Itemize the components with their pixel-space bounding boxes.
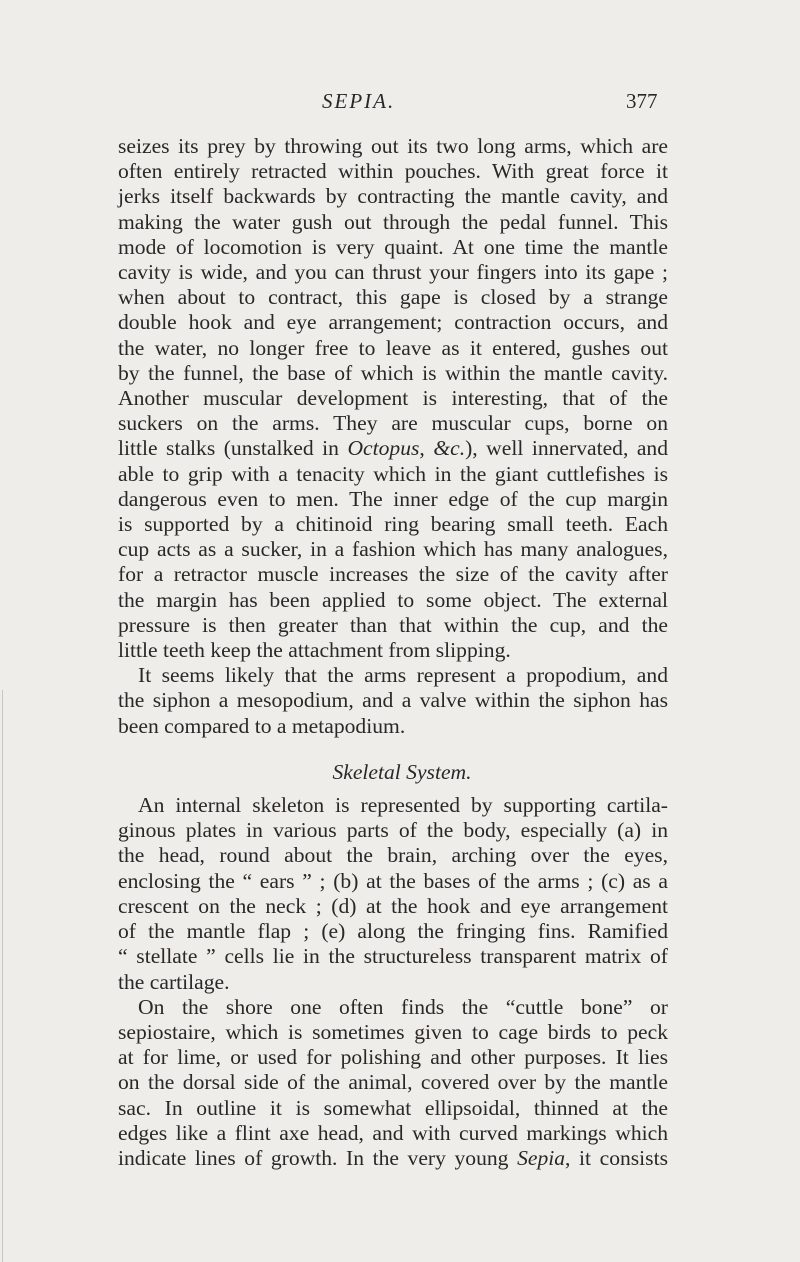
text-line: seizes its prey by throwing out its two long arms, which are xyxy=(118,134,668,158)
text-line: crescent on the neck ; (d) at the hook and eye arrangement xyxy=(118,893,668,918)
page-number: 377 xyxy=(626,89,658,113)
text-line: on the dorsal side of the animal, covered over by the mantle xyxy=(118,1070,668,1095)
text-line: “ stellate ” cells lie in the structureless transparent matrix of xyxy=(118,944,668,969)
text-line: been compared to a metapodium. xyxy=(118,713,406,738)
body-text xyxy=(118,134,668,1171)
text-line: ginous plates in various parts of the body, especially (a) in xyxy=(118,818,668,843)
text-line: enclosing the “ ears ” ; (b) at the bases of the arms ; (c) as a xyxy=(118,868,668,893)
text-line: making the water gush out through the pedal funnel. This xyxy=(118,209,668,234)
page-fold-line xyxy=(2,690,3,1262)
text-line: the margin has been applied to some object. The external xyxy=(118,587,668,612)
paragraph-3 xyxy=(118,793,668,995)
section-heading: Skeletal System. xyxy=(332,759,472,784)
paragraph-1 xyxy=(118,134,668,663)
text-line: by the funnel, the base of which is within the mantle cavity. xyxy=(118,360,668,385)
text-line: often entirely retracted within pouches. With great force it xyxy=(118,159,668,184)
text-line: double hook and eye arrangement; contraction occurs, and xyxy=(118,310,668,335)
text-line: indicate lines of growth. In the very young Sepia, it consists xyxy=(118,1145,668,1170)
text-line: of the mantle flap ; (e) along the fringing fins. Ramified xyxy=(118,919,668,944)
text-line: mode of locomotion is very quaint. At one time the mantle xyxy=(118,234,668,259)
text-line: pressure is then greater than that within the cup, and the xyxy=(118,612,668,637)
text-line: On the shore one often finds the “cuttle bone” or xyxy=(138,994,668,1019)
text-line: the cartilage. xyxy=(118,969,230,994)
paragraph-2 xyxy=(118,663,668,739)
text-line: sepiostaire, which is sometimes given to cage birds to peck xyxy=(118,1019,668,1044)
text-line: little teeth keep the attachment from slipping. xyxy=(118,638,511,663)
text-line: cavity is wide, and you can thrust your fingers into its gape ; xyxy=(118,260,668,285)
text-line: for a retractor muscle increases the size of the cavity after xyxy=(118,562,668,587)
text-line: at for lime, or used for polishing and other purposes. It lies xyxy=(118,1045,668,1070)
text-line: when about to contract, this gape is closed by a strange xyxy=(118,285,668,310)
text-line: jerks itself backwards by contracting the mantle cavity, and xyxy=(118,184,668,209)
text-line: sac. In outline it is somewhat ellipsoidal, thinned at the xyxy=(118,1095,668,1120)
text-line: able to grip with a tenacity which in the giant cuttlefishes is xyxy=(118,461,668,486)
running-head: SEPIA. xyxy=(322,89,396,113)
text-line: dangerous even to men. The inner edge of the cup margin xyxy=(118,486,668,511)
text-line: suckers on the arms. They are muscular cups, borne on xyxy=(118,411,668,436)
text-line: little stalks (unstalked in Octopus, &c.), well innervated, and xyxy=(118,436,669,461)
text-line: the siphon a mesopodium, and a valve within the siphon has xyxy=(118,688,668,713)
text-line: It seems likely that the arms represent a propodium, and xyxy=(138,663,668,688)
paragraph-4 xyxy=(118,995,668,1171)
text-line: Another muscular development is interesting, that of the xyxy=(118,386,668,411)
text-line: is supported by a chitinoid ring bearing small teeth. Each xyxy=(118,512,668,537)
text-line: cup acts as a sucker, in a fashion which has many analogues, xyxy=(118,537,668,562)
text-line: the head, round about the brain, arching over the eyes, xyxy=(118,843,668,868)
text-line: An internal skeleton is represented by supporting cartila- xyxy=(138,793,668,818)
text-line: the water, no longer free to leave as it entered, gushes out xyxy=(118,335,668,360)
text-line: edges like a flint axe head, and with curved markings which xyxy=(118,1120,668,1145)
